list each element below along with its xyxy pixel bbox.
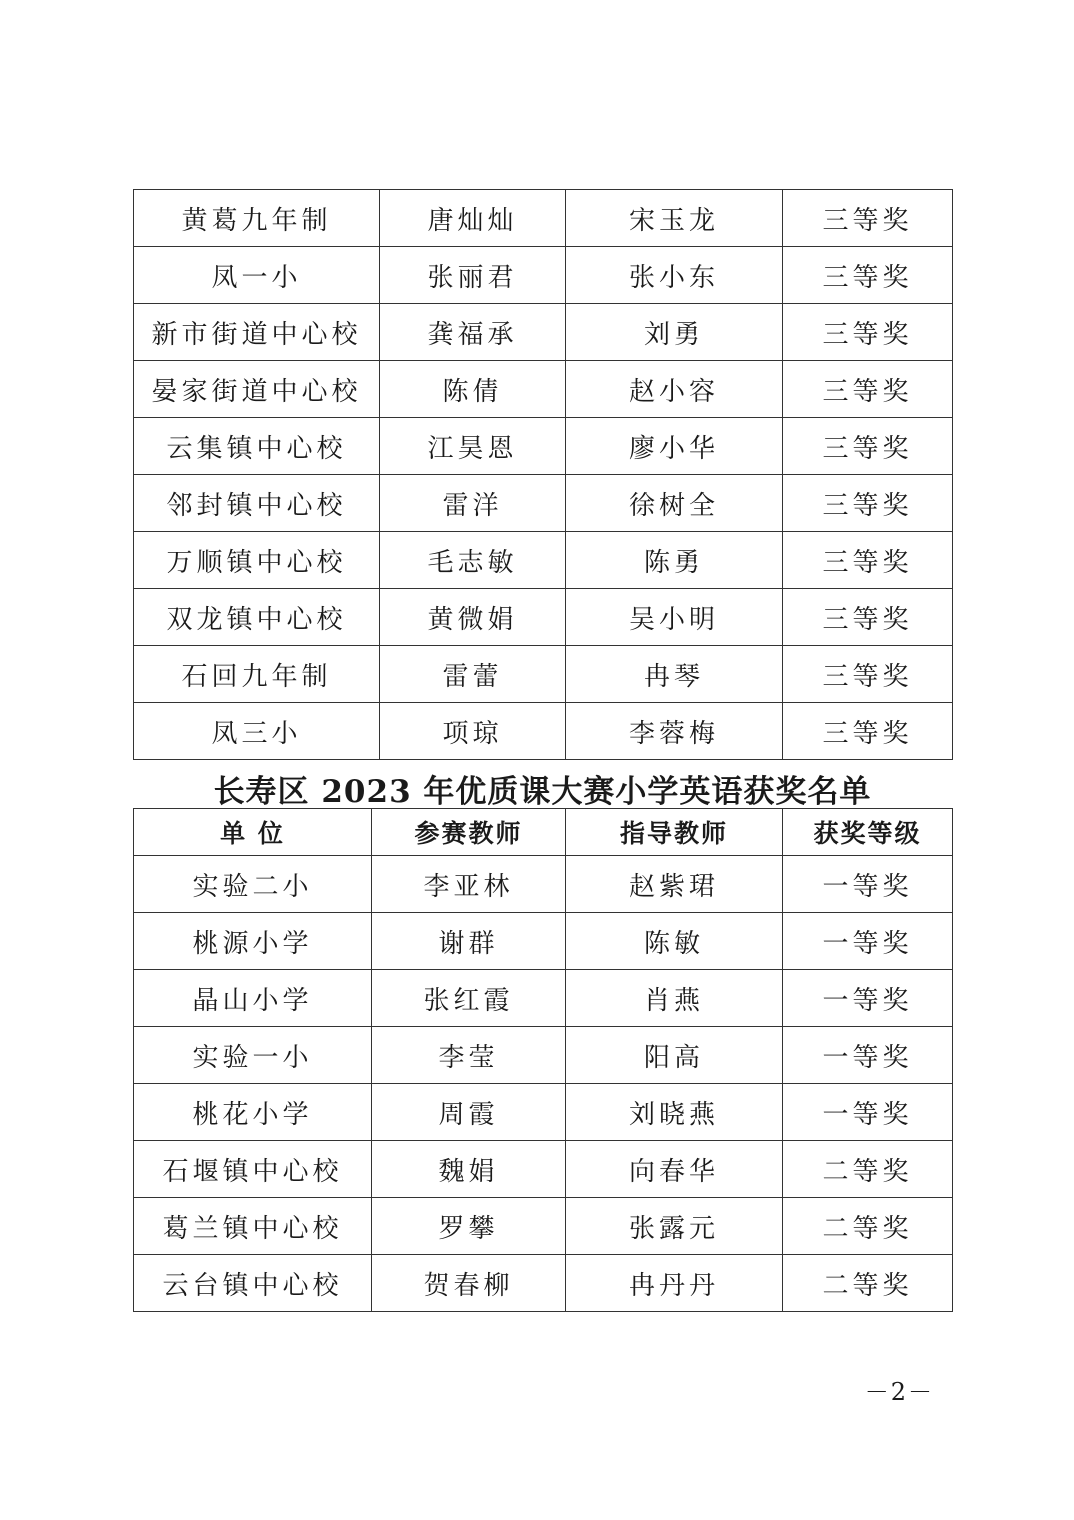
page-number: －2－ [864,1378,934,1406]
cell-award-level: 一等奖 [783,913,953,970]
cell-unit: 云台镇中心校 [134,1255,372,1312]
cell-award-level: 三等奖 [783,475,953,532]
header-instructor: 指导教师 [566,809,783,856]
table-row [134,1255,953,1312]
cell-instructor: 刘晓燕 [566,1084,783,1141]
english-award-table [133,808,953,1312]
cell-teacher: 唐灿灿 [380,190,566,247]
cell-instructor: 李蓉梅 [566,703,783,760]
cell-teacher: 陈倩 [380,361,566,418]
header-teacher: 参赛教师 [372,809,566,856]
cell-unit: 晏家街道中心校 [134,361,380,418]
cell-teacher: 毛志敏 [380,532,566,589]
cell-unit: 双龙镇中心校 [134,589,380,646]
cell-unit: 石堰镇中心校 [134,1141,372,1198]
cell-award-level: 三等奖 [783,247,953,304]
cell-unit: 葛兰镇中心校 [134,1198,372,1255]
table-row [134,190,953,247]
table-row [134,475,953,532]
cell-award-level: 三等奖 [783,703,953,760]
cell-award-level: 三等奖 [783,646,953,703]
table-row [134,856,953,913]
cell-unit: 桃花小学 [134,1084,372,1141]
cell-instructor: 赵小容 [566,361,783,418]
header-row [134,809,953,856]
cell-unit: 凤一小 [134,247,380,304]
cell-teacher: 魏娟 [372,1141,566,1198]
cell-instructor: 向春华 [566,1141,783,1198]
award-table-continued [133,189,953,760]
cell-unit: 凤三小 [134,703,380,760]
table-row [134,970,953,1027]
cell-award-level: 三等奖 [783,418,953,475]
cell-instructor: 宋玉龙 [566,190,783,247]
table-row [134,1027,953,1084]
cell-unit: 实验一小 [134,1027,372,1084]
cell-teacher: 龚福承 [380,304,566,361]
cell-unit: 石回九年制 [134,646,380,703]
cell-award-level: 三等奖 [783,532,953,589]
cell-teacher: 张丽君 [380,247,566,304]
table-row [134,913,953,970]
cell-instructor: 吴小明 [566,589,783,646]
table-row [134,361,953,418]
cell-instructor: 阳高 [566,1027,783,1084]
cell-award-level: 一等奖 [783,1027,953,1084]
cell-unit: 云集镇中心校 [134,418,380,475]
cell-teacher: 李莹 [372,1027,566,1084]
cell-award-level: 一等奖 [783,856,953,913]
cell-award-level: 一等奖 [783,1084,953,1141]
cell-award-level: 三等奖 [783,304,953,361]
header-unit: 单 位 [134,809,372,856]
cell-instructor: 廖小华 [566,418,783,475]
cell-teacher: 贺春柳 [372,1255,566,1312]
header-award-level: 获奖等级 [783,809,953,856]
cell-award-level: 二等奖 [783,1141,953,1198]
cell-instructor: 陈勇 [566,532,783,589]
cell-instructor: 肖燕 [566,970,783,1027]
cell-award-level: 二等奖 [783,1198,953,1255]
cell-teacher: 罗攀 [372,1198,566,1255]
cell-award-level: 二等奖 [783,1255,953,1312]
cell-unit: 新市街道中心校 [134,304,380,361]
cell-award-level: 三等奖 [783,190,953,247]
cell-instructor: 陈敏 [566,913,783,970]
table-row [134,532,953,589]
cell-instructor: 赵紫珺 [566,856,783,913]
cell-award-level: 一等奖 [783,970,953,1027]
cell-unit: 桃源小学 [134,913,372,970]
cell-unit: 实验二小 [134,856,372,913]
cell-award-level: 三等奖 [783,589,953,646]
table-row [134,247,953,304]
cell-teacher: 谢群 [372,913,566,970]
table-row [134,418,953,475]
table-row [134,703,953,760]
cell-instructor: 张露元 [566,1198,783,1255]
table-row [134,589,953,646]
cell-unit: 万顺镇中心校 [134,532,380,589]
cell-instructor: 冉琴 [566,646,783,703]
cell-teacher: 周霞 [372,1084,566,1141]
cell-teacher: 项琼 [380,703,566,760]
table-row [134,304,953,361]
cell-teacher: 雷蕾 [380,646,566,703]
cell-instructor: 刘勇 [566,304,783,361]
cell-teacher: 雷洋 [380,475,566,532]
cell-instructor: 冉丹丹 [566,1255,783,1312]
cell-award-level: 三等奖 [783,361,953,418]
document-title: 长寿区 2023 年优质课大赛小学英语获奖名单 [213,774,872,810]
table-row [134,1141,953,1198]
table-row [134,1084,953,1141]
cell-teacher: 江昊恩 [380,418,566,475]
table-row [134,646,953,703]
cell-teacher: 黄微娟 [380,589,566,646]
cell-unit: 邻封镇中心校 [134,475,380,532]
cell-instructor: 张小东 [566,247,783,304]
cell-teacher: 李亚林 [372,856,566,913]
cell-instructor: 徐树全 [566,475,783,532]
cell-unit: 晶山小学 [134,970,372,1027]
cell-teacher: 张红霞 [372,970,566,1027]
table-row [134,1198,953,1255]
cell-unit: 黄葛九年制 [134,190,380,247]
